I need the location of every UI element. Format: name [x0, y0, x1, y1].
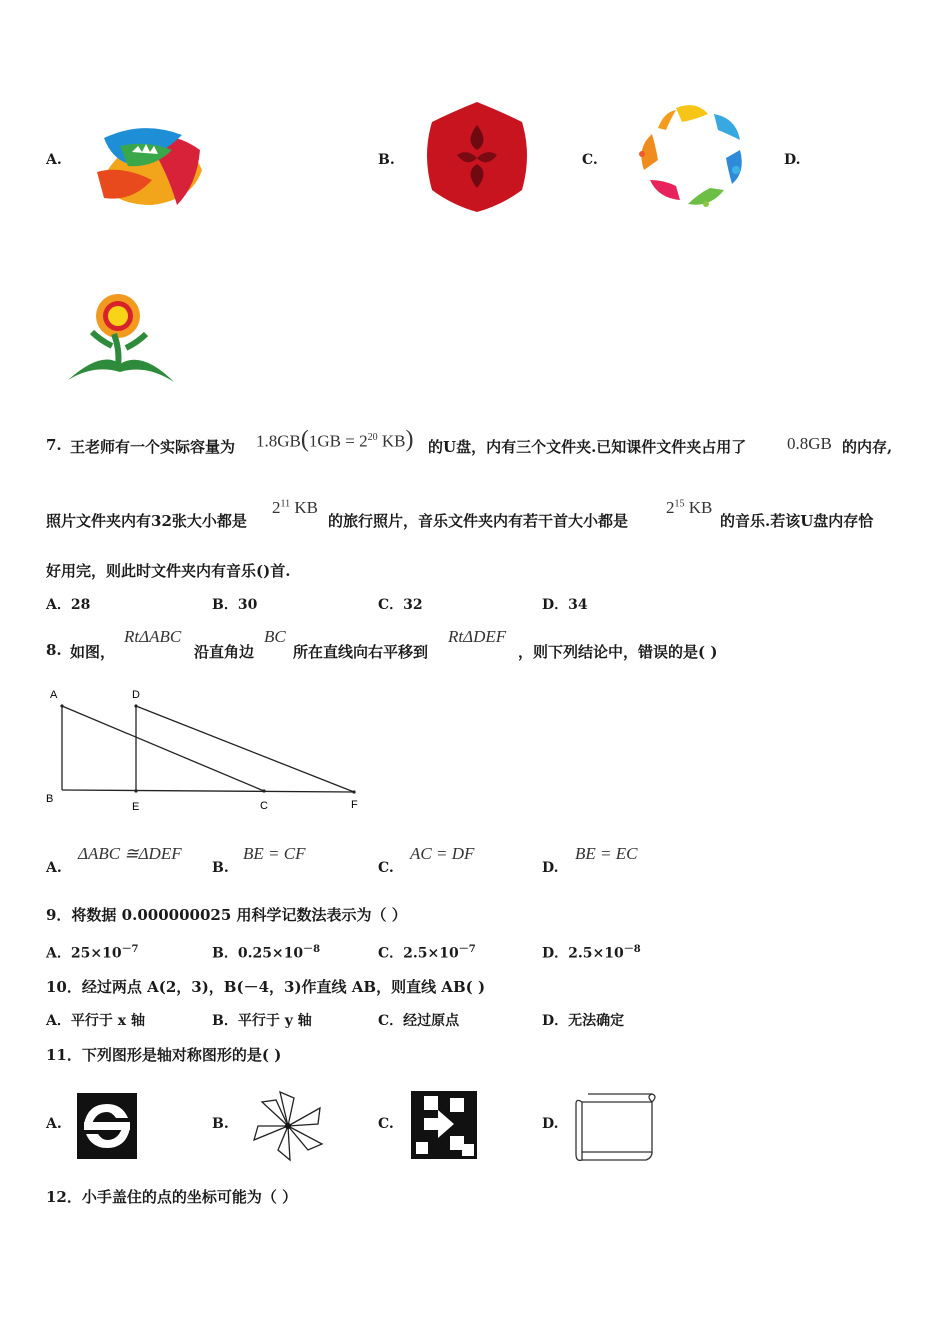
q8-option-b-math: BE = CF: [243, 844, 306, 863]
label-c: C: [260, 800, 268, 812]
q7-photo-exp: 11: [280, 498, 291, 510]
q8-math-def: RtΔDEF: [448, 627, 507, 646]
segment-bf: [62, 790, 354, 792]
q7-photo-base: 2: [272, 498, 281, 517]
q9-option-d-text: D．2.5×10: [542, 945, 624, 962]
q6-option-d-logo: [62, 290, 178, 388]
q8-option-d-math: BE = EC: [575, 844, 638, 863]
q8-text-4: ，则下列结论中，错误的是( ): [518, 643, 718, 661]
label-d: D: [132, 689, 140, 701]
q7-photo-unit: KB: [290, 498, 319, 517]
point-c: [262, 789, 265, 792]
q7-text-4: 照片文件夹内有32张大小都是: [46, 512, 247, 530]
q9-option-b-text: B．0.25×10: [212, 945, 304, 962]
q7-option-a: A．28: [46, 597, 91, 613]
q6-option-b-label: B.: [378, 152, 395, 168]
q10-option-d: D．无法确定: [542, 1013, 625, 1029]
segment-ac: [62, 706, 264, 791]
q11-stem: 11．下列图形是轴对称图形的是( ): [46, 1046, 282, 1064]
q6-option-a-label: A.: [46, 152, 62, 168]
q8-text-2: 沿直角边: [194, 643, 255, 661]
q6-option-a-logo: [92, 110, 210, 210]
q9-option-a-exp: －7: [121, 944, 139, 955]
q10-option-b: B．平行于 y 轴: [212, 1013, 312, 1029]
q10-option-c: C．经过原点: [378, 1013, 460, 1029]
q7-used-value: 0.8GB: [787, 434, 832, 453]
q9-option-d-exp: －8: [623, 944, 641, 955]
q9-option-a: [46, 940, 139, 963]
label-e: E: [132, 801, 140, 813]
q8-option-d-label: D.: [542, 860, 559, 876]
q7-text-3: 的内存,: [842, 438, 893, 456]
point-e: [134, 789, 137, 792]
q7-number: 7.: [46, 436, 62, 454]
q11-option-a-figure: [76, 1092, 138, 1160]
q8-text-1: 如图，: [70, 643, 116, 661]
q8-option-a-label: A.: [46, 860, 62, 876]
q11-option-b-figure: [250, 1088, 326, 1162]
q7-music-exp: 15: [674, 498, 685, 510]
q11-option-b-label: B.: [212, 1116, 229, 1132]
q8-math-abc: RtΔABC: [124, 627, 182, 646]
q7-option-c: C．32: [378, 597, 423, 613]
q11-option-a-label: A.: [46, 1116, 62, 1132]
q7-text-1: 王老师有一个实际容量为: [70, 438, 236, 456]
q9-option-c-exp: －7: [458, 944, 476, 955]
q7-capacity-value: 1.8GB: [256, 431, 301, 451]
q8-text-3: 所在直线向右平移到: [293, 643, 429, 661]
point-a: [60, 704, 63, 707]
q7-text-6: 的音乐.若该U盘内存恰: [720, 512, 874, 530]
q9-option-c: [378, 940, 476, 963]
q6-option-c-logo: [636, 100, 748, 212]
point-f: [352, 790, 355, 793]
q11-option-d-figure: [572, 1090, 660, 1164]
q8-option-c-math: AC = DF: [410, 844, 475, 863]
q6-option-d-label: D.: [784, 152, 801, 168]
q9-option-c-text: C．2.5×10: [378, 945, 459, 962]
q7-text-2: 的U盘，内有三个文件夹.已知课件文件夹占用了: [428, 438, 747, 456]
q11-option-d-label: D.: [542, 1116, 559, 1132]
label-b: B: [46, 793, 54, 805]
q7-music-unit: KB: [684, 498, 713, 517]
q10-option-a: A．平行于 x 轴: [46, 1013, 145, 1029]
point-d: [134, 704, 137, 707]
label-a: A: [50, 689, 58, 701]
q7-text-5: 的旅行照片，音乐文件夹内有若干首大小都是: [328, 512, 629, 530]
segment-df: [136, 706, 354, 792]
q7-capacity-expression: [256, 424, 413, 455]
q7-option-d: D．34: [542, 597, 588, 613]
q8-option-c-label: C.: [378, 860, 394, 876]
q12-stem: 12．小手盖住的点的坐标可能为（ ）: [46, 1188, 298, 1206]
q8-math-bc: BC: [264, 627, 286, 646]
q11-option-c-label: C.: [378, 1116, 394, 1132]
q9-option-a-text: A．25×10: [46, 945, 122, 962]
q7-capacity-def: 1GB = 2: [308, 431, 368, 451]
q7-music-size: [666, 498, 712, 518]
q8-option-b-label: B.: [212, 860, 229, 876]
q7-capacity-def-exp: 20: [367, 432, 378, 443]
q11-option-c-figure: [410, 1090, 478, 1160]
label-f: F: [351, 799, 358, 811]
q7-photo-size: [272, 498, 318, 518]
q6-option-b-logo: [422, 100, 532, 215]
q7-capacity-paren-open: (: [300, 426, 309, 453]
q9-stem: 9．将数据 0.000000025 用科学记数法表示为（ ）: [46, 906, 407, 924]
q10-stem: 10．经过两点 A(2，3)，B(－4，3)作直线 AB，则直线 AB( ): [46, 978, 486, 996]
q7-text-7: 好用完，则此时文件夹内有音乐()首.: [46, 562, 291, 580]
q7-music-base: 2: [666, 498, 675, 517]
q8-translation-figure: [40, 684, 370, 814]
q7-capacity-paren-close: ): [405, 426, 414, 453]
q8-option-a-math: ΔABC ≅ΔDEF: [78, 844, 182, 863]
q6-option-c-label: C.: [582, 152, 598, 168]
q7-capacity-def-unit: KB: [377, 431, 406, 451]
q8-number: 8.: [46, 641, 62, 659]
q9-option-d: [542, 940, 641, 963]
q7-option-b: B．30: [212, 597, 258, 613]
q9-option-b: [212, 940, 320, 963]
q9-option-b-exp: －8: [303, 944, 321, 955]
